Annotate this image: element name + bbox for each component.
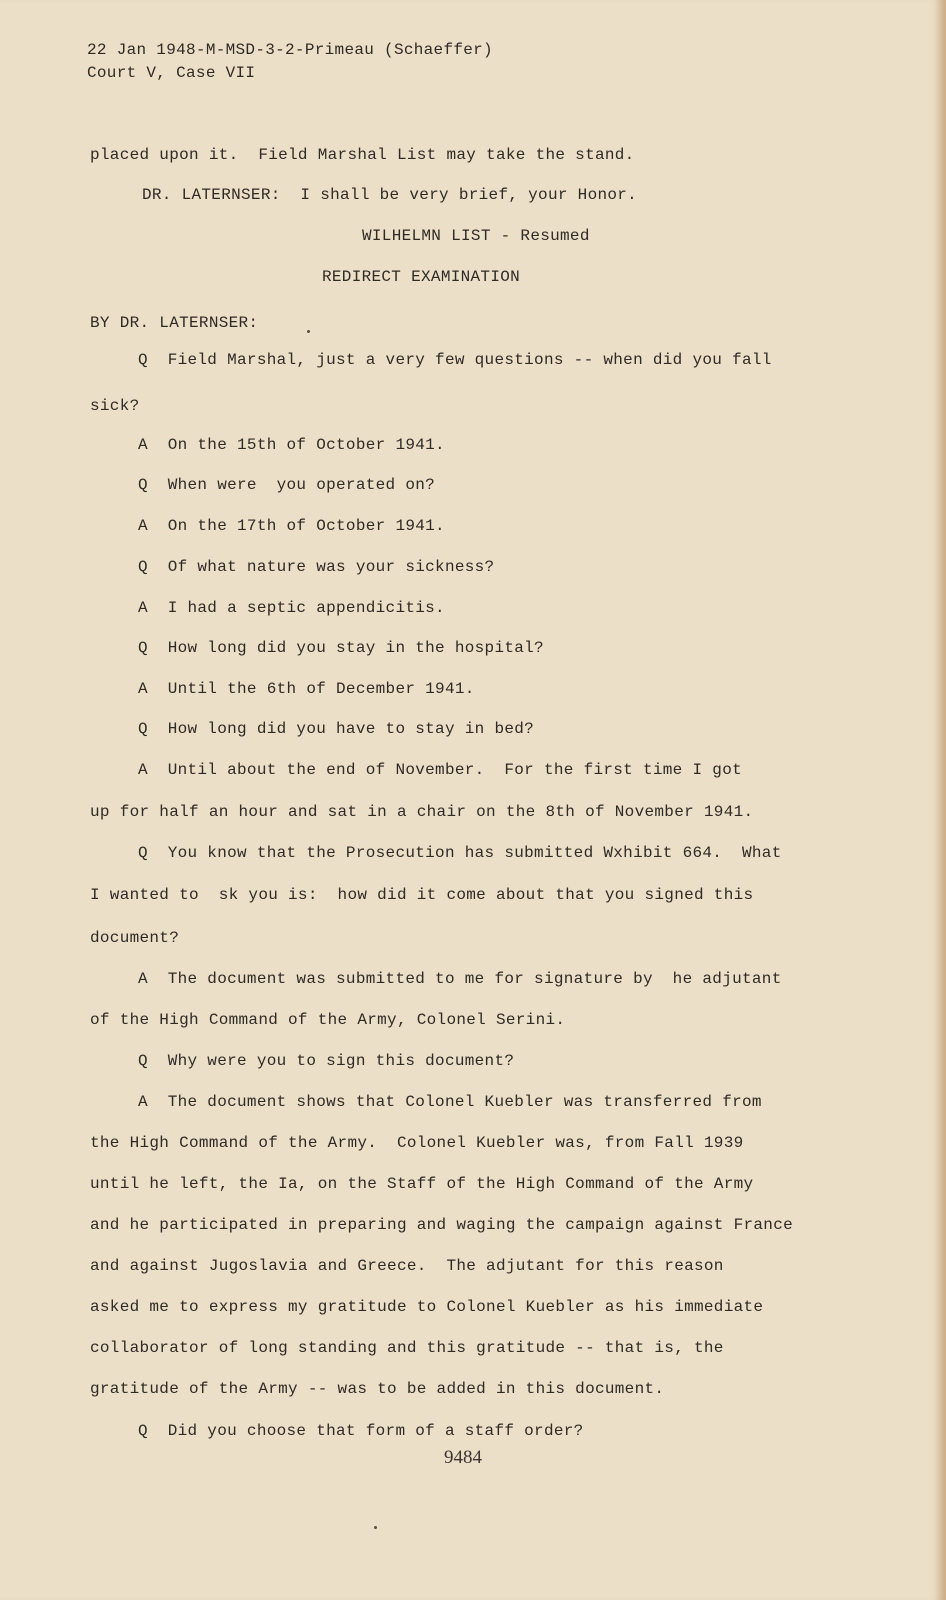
question-line: Q How long did you have to stay in bed?: [138, 720, 535, 738]
question-line: Q Of what nature was your sickness?: [138, 558, 495, 576]
answer-line: A On the 15th of October 1941.: [138, 436, 445, 454]
text-line: until he left, the Ia, on the Staff of the High Command of the Army: [90, 1175, 754, 1193]
question-line: Q Did you choose that form of a staff order?: [138, 1422, 584, 1440]
answer-line: A On the 17th of October 1941.: [138, 517, 445, 535]
text-line: asked me to express my gratitude to Colonel Kuebler as his immediate: [90, 1298, 764, 1316]
header-line-2: Court V, Case VII: [87, 64, 256, 82]
answer-line: A Until the 6th of December 1941.: [138, 680, 475, 698]
paper-speck: [307, 330, 310, 333]
question-line: Q You know that the Prosecution has submitted Wxhibit 664. What: [138, 844, 782, 862]
text-line: up for half an hour and sat in a chair on the 8th of November 1941.: [90, 803, 754, 821]
answer-line: A The document was submitted to me for signature by he adjutant: [138, 970, 782, 988]
paper-speck: [374, 1526, 377, 1529]
text-line: the High Command of the Army. Colonel Kuebler was, from Fall 1939: [90, 1134, 744, 1152]
section-heading: REDIRECT EXAMINATION: [322, 268, 521, 286]
text-line: placed upon it. Field Marshal List may take the stand.: [90, 146, 635, 164]
question-line: Q Field Marshal, just a very few questions -- when did you fall: [138, 351, 772, 369]
text-line: gratitude of the Army -- was to be added in this document.: [90, 1380, 665, 1398]
text-line: collaborator of long standing and this gratitude -- that is, the: [90, 1339, 724, 1357]
answer-line: A I had a septic appendicitis.: [138, 599, 445, 617]
text-line: and against Jugoslavia and Greece. The adjutant for this reason: [90, 1257, 724, 1275]
text-line: document?: [90, 929, 180, 947]
page-number: 9484: [444, 1447, 482, 1468]
answer-line: A Until about the end of November. For the first time I got: [138, 761, 742, 779]
text-line: and he participated in preparing and waging the campaign against France: [90, 1216, 794, 1234]
text-line: of the High Command of the Army, Colonel Serini.: [90, 1011, 566, 1029]
examiner-line: BY DR. LATERNSER:: [90, 314, 259, 332]
text-line: DR. LATERNSER: I shall be very brief, your Honor.: [142, 186, 638, 204]
text-line: sick?: [90, 397, 140, 415]
question-line: Q How long did you stay in the hospital?: [138, 639, 544, 657]
section-heading: WILHELMN LIST - Resumed: [362, 227, 590, 245]
question-line: Q When were you operated on?: [138, 476, 436, 494]
question-line: Q Why were you to sign this document?: [138, 1052, 515, 1070]
header-line-1: 22 Jan 1948-M-MSD-3-2-Primeau (Schaeffer): [87, 41, 493, 59]
answer-line: A The document shows that Colonel Kuebler was transferred from: [138, 1093, 762, 1111]
text-line: I wanted to sk you is: how did it come about that you signed this: [90, 886, 754, 904]
